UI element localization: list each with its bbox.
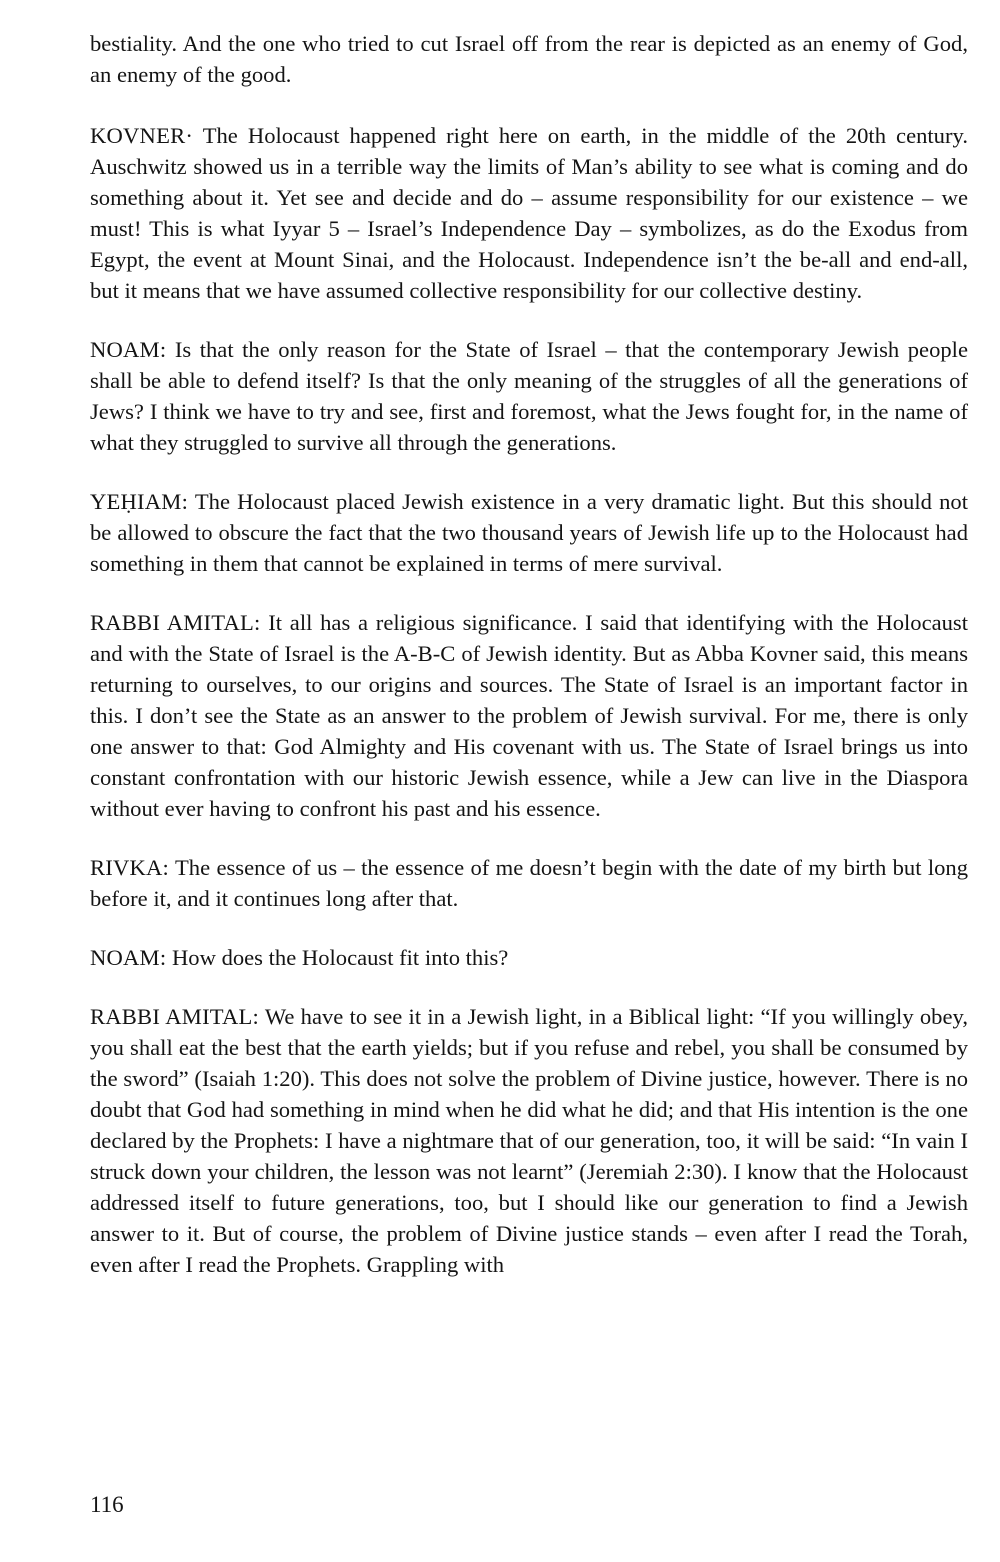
- speaker-name: RIVKA:: [90, 855, 170, 880]
- speaker-name: YEḤIAM:: [90, 489, 189, 514]
- paragraph-rabbi-amital-answer: [90, 1001, 968, 1280]
- paragraph-text: We have to see it in a Jewish light, in a Biblical light: “If you willingly obey, you shall eat the best that the earth yields; but if you refuse and rebel, you shall be consumed by the sword” (Isaiah 1:20). This does not solve the problem of Divine justice, however. There is no doubt that God had something in mind when he did what he did; and that His intention is the one declared by the Prophets: I have a nightmare that of our generation, too, it will be said: “In vain I struck down your children, the lesson was not learnt” (Jeremiah 2:30). I know that the Holocaust addressed itself to future generations, too, but I should like our generation to find a Jewish answer to it. But of course, the problem of Divine justice stands – even after I read the Torah, even after I read the Prophets. Grappling with: [90, 1004, 968, 1277]
- speaker-name: RABBI AMITAL:: [90, 1004, 259, 1029]
- paragraph-text: bestiality. And the one who tried to cut Israel off from the rear is depicted as an enemy of God, an enemy of the good.: [90, 31, 968, 87]
- paragraph-noam-question: [90, 942, 968, 973]
- speaker-name: NOAM:: [90, 337, 167, 362]
- paragraph-rabbi-amital: [90, 607, 968, 824]
- paragraph-continuation: [90, 28, 968, 90]
- paragraph-text: The essence of us – the essence of me doesn’t begin with the date of my birth but long before it, and it continues long after that.: [90, 855, 969, 911]
- speaker-name: KOVNER·: [90, 123, 194, 148]
- paragraph-text: It all has a religious significance. I said that identifying with the Holocaust and with the State of Israel is the A-B-C of Jewish identity. But as Abba Kovner said, this means returning to ourselves, to our origins and sources. The State of Israel is an important factor in this. I don’t see the State as an answer to the problem of Jewish survival. For me, there is only one answer to that: God Almighty and His covenant with us. The State of Israel brings us into constant confrontation with our historic Jewish essence, while a Jew can live in the Diaspora without ever having to confront his past and his essence.: [90, 610, 968, 821]
- paragraph-text: How does the Holocaust fit into this?: [171, 945, 509, 970]
- speaker-name: NOAM:: [90, 945, 167, 970]
- document-page: [90, 28, 968, 1528]
- paragraph-text: Is that the only reason for the State of Israel – that the contemporary Jewish people shall be able to defend itself? Is that the only meaning of the struggles of all the generations of Jews? I think we have to try and see, first and foremost, what the Jews fought for, in the name of what they struggled to survive all through the generations.: [90, 337, 968, 455]
- paragraph-rivka: [90, 852, 968, 914]
- paragraph-text: The Holocaust placed Jewish existence in a very dramatic light. But this should not be allowed to obscure the fact that the two thousand years of Jewish life up to the Holocaust had something in them that cannot be explained in terms of mere survival.: [90, 489, 968, 576]
- paragraph-kovner: [90, 120, 968, 306]
- paragraph-noam: [90, 334, 968, 458]
- page-number: 116: [90, 1492, 124, 1517]
- paragraph-text: The Holocaust happened right here on earth, in the middle of the 20th century. Auschwitz showed us in a terrible way the limits of Man’s ability to see what is coming and do something about it. Yet see and decide and do – assume responsibility for our existence – we must! This is what Iyyar 5 – Israel’s Independence Day – symbolizes, as do the Exodus from Egypt, the event at Mount Sinai, and the Holocaust. Independence isn’t the be-all and end-all, but it means that we have assumed collective responsibility for our collective destiny.: [90, 123, 968, 303]
- paragraph-yehiam: [90, 486, 968, 579]
- speaker-name: RABBI AMITAL:: [90, 610, 261, 635]
